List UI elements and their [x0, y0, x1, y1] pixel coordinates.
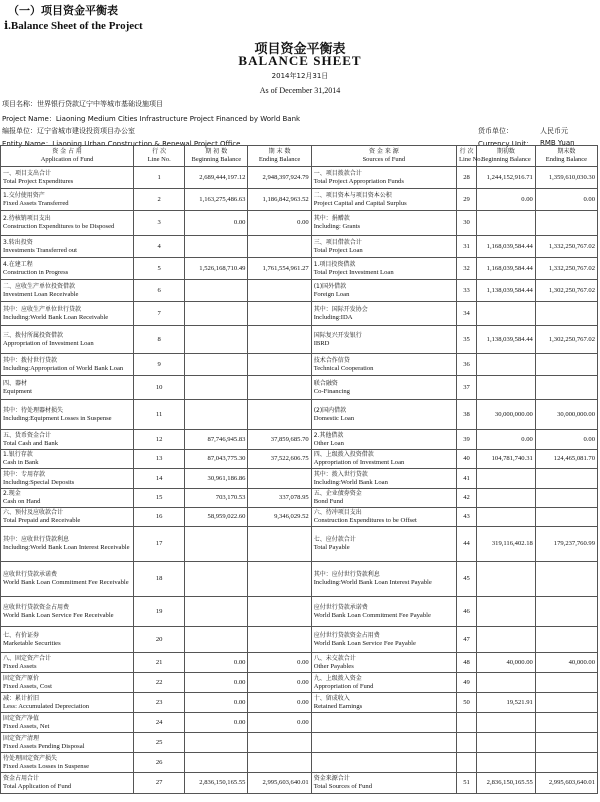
ending-balance-2: 0.00 — [535, 430, 597, 450]
beginning-balance: 2,836,150,165.55 — [185, 773, 248, 794]
application-item: 一、项目支出合计 Total Project Expenditures — [1, 167, 134, 189]
table-row — [1, 597, 598, 627]
ending-balance: 2,948,397,924.79 — [248, 167, 311, 189]
line-no: 12 — [134, 430, 185, 450]
ending-balance-2 — [535, 354, 597, 376]
line-no: 20 — [134, 627, 185, 653]
application-item: 2.现金 Cash on Hand — [1, 489, 134, 508]
table-row — [1, 280, 598, 302]
page-title-cn: 项目资金平衡表 — [254, 42, 346, 57]
beginning-balance-2 — [477, 508, 536, 527]
beginning-balance-2 — [477, 597, 536, 627]
application-item: 应收世行贷款资金占用费 World Bank Loan Service Fee Receivable — [1, 597, 134, 627]
ending-balance-2: 0.00 — [535, 189, 597, 211]
line-no: 11 — [134, 400, 185, 430]
line-no-2: 47 — [457, 627, 477, 653]
ending-balance — [248, 376, 311, 400]
ending-balance-2 — [535, 469, 597, 489]
ending-balance-2: 1,302,250,767.02 — [535, 326, 597, 354]
source-item: 四、上级拨入投资借款 Appropriation of Investment Loan — [311, 450, 456, 469]
beginning-balance: 0.00 — [185, 673, 248, 693]
source-item: 2.其他借款 Other Loan — [311, 430, 456, 450]
line-no-2: 44 — [457, 527, 477, 562]
ending-balance: 2,995,603,640.01 — [248, 773, 311, 794]
beginning-balance: 703,170.53 — [185, 489, 248, 508]
ending-balance: 0.00 — [248, 653, 311, 673]
beginning-balance — [185, 562, 248, 597]
beginning-balance-2: 319,116,402.18 — [477, 527, 536, 562]
col-sources: 资 金 来 源 Sources of Fund — [311, 146, 456, 167]
line-no-2: 45 — [457, 562, 477, 597]
beginning-balance — [185, 354, 248, 376]
beginning-balance-2 — [477, 354, 536, 376]
line-no: 10 — [134, 376, 185, 400]
ending-balance-2 — [535, 597, 597, 627]
application-item: 七、有价证券 Marketable Securities — [1, 627, 134, 653]
source-item: 其中：拨入世行贷款 Including:World Bank Loan — [311, 469, 456, 489]
ending-balance-2: 1,359,610,030.30 — [535, 167, 597, 189]
ending-balance: 37,522,606.75 — [248, 450, 311, 469]
table-row — [1, 773, 598, 794]
beginning-balance-2: 1,138,039,584.44 — [477, 326, 536, 354]
table-row — [1, 627, 598, 653]
ending-balance — [248, 469, 311, 489]
ending-balance — [248, 400, 311, 430]
table-row — [1, 713, 598, 733]
table-row — [1, 376, 598, 400]
source-item: 三、项目借款合计 Total Project Loan — [311, 236, 456, 258]
ending-balance: 0.00 — [248, 713, 311, 733]
beginning-balance-2 — [477, 469, 536, 489]
source-item: 二、项目资本与项目资本公积 Project Capital and Capital Surplus — [311, 189, 456, 211]
ending-balance — [248, 326, 311, 354]
currency-value-cn: 人民币元 — [540, 127, 568, 135]
line-no-2: 30 — [457, 211, 477, 236]
source-item: 1.项目投资借款 Total Project Investment Loan — [311, 258, 456, 280]
line-no: 9 — [134, 354, 185, 376]
application-item: 1.交付使用资产 Fixed Assets Transferred — [1, 189, 134, 211]
table-row — [1, 733, 598, 753]
source-item: (1)国外借款 Foreign Loan — [311, 280, 456, 302]
ending-balance-2: 1,302,250,767.02 — [535, 280, 597, 302]
beginning-balance-2: 40,000.00 — [477, 653, 536, 673]
source-item: 资金来源合计 Total Sources of Fund — [311, 773, 456, 794]
ending-balance-2: 124,465,081.70 — [535, 450, 597, 469]
line-no-2 — [457, 733, 477, 753]
line-no: 19 — [134, 597, 185, 627]
source-item: 一、项目拨款合计 Total Project Appropriation Funds — [311, 167, 456, 189]
line-no-2: 40 — [457, 450, 477, 469]
report-date-cn: 2014年12月31日 — [271, 72, 329, 80]
table-row — [1, 469, 598, 489]
ending-balance-2 — [535, 673, 597, 693]
beginning-balance: 0.00 — [185, 211, 248, 236]
beginning-balance — [185, 326, 248, 354]
source-item: 国际复兴开发银行 IBRD — [311, 326, 456, 354]
table-header-row — [1, 146, 598, 167]
ending-balance-2 — [535, 733, 597, 753]
beginning-balance-2: 19,521.91 — [477, 693, 536, 713]
ending-balance-2: 179,237,760.99 — [535, 527, 597, 562]
report-date-en: As of December 31,2014 — [259, 86, 341, 95]
beginning-balance-2 — [477, 376, 536, 400]
application-item: 固定资产清理 Fixed Assets Pending Disposal — [1, 733, 134, 753]
application-item: 八、固定资产合计 Fixed Assets — [1, 653, 134, 673]
application-item: 二、应收生产单位投资借款 Investment Loan Receivable — [1, 280, 134, 302]
beginning-balance: 87,746,945.83 — [185, 430, 248, 450]
table-row — [1, 450, 598, 469]
line-no-2: 38 — [457, 400, 477, 430]
line-no: 4 — [134, 236, 185, 258]
line-no: 17 — [134, 527, 185, 562]
col-line-no: 行 次 Line No. — [134, 146, 185, 167]
line-no-2: 43 — [457, 508, 477, 527]
line-no: 1 — [134, 167, 185, 189]
beginning-balance-2: 2,836,150,165.55 — [477, 773, 536, 794]
beginning-balance-2 — [477, 627, 536, 653]
line-no: 8 — [134, 326, 185, 354]
table-row — [1, 489, 598, 508]
application-item: 应收世行贷款承诺费 World Bank Loan Commitment Fee Receivable — [1, 562, 134, 597]
source-item — [311, 733, 456, 753]
table-row — [1, 562, 598, 597]
ending-balance: 1,761,554,961.27 — [248, 258, 311, 280]
ending-balance-2: 2,995,603,640.01 — [535, 773, 597, 794]
line-no: 25 — [134, 733, 185, 753]
application-item: 六、预付及应收款合计 Total Prepaid and Receivable — [1, 508, 134, 527]
line-no-2: 35 — [457, 326, 477, 354]
ending-balance — [248, 597, 311, 627]
beginning-balance — [185, 376, 248, 400]
line-no-2: 29 — [457, 189, 477, 211]
line-no: 27 — [134, 773, 185, 794]
line-no-2: 33 — [457, 280, 477, 302]
ending-balance-2 — [535, 376, 597, 400]
beginning-balance-2 — [477, 489, 536, 508]
beginning-balance-2: 0.00 — [477, 189, 536, 211]
section-heading: （一）项目资金平衡表 — [8, 4, 118, 17]
beginning-balance-2: 104,781,740.31 — [477, 450, 536, 469]
line-no: 16 — [134, 508, 185, 527]
line-no-2: 31 — [457, 236, 477, 258]
beginning-balance-2: 1,168,039,584.44 — [477, 236, 536, 258]
col-beginning-balance: 期 初 数 Beginning Balance — [185, 146, 248, 167]
table-row — [1, 430, 598, 450]
source-item: 五、企业债券资金 Bond Fund — [311, 489, 456, 508]
beginning-balance-2: 0.00 — [477, 430, 536, 450]
application-item: 2.待核销项目支出 Construction Expenditures to be Disposed — [1, 211, 134, 236]
beginning-balance-2: 1,168,039,584.44 — [477, 258, 536, 280]
table-row — [1, 189, 598, 211]
line-no-2: 37 — [457, 376, 477, 400]
ending-balance-2 — [535, 508, 597, 527]
col-line-no-2: 行 次 Line No. — [457, 146, 477, 167]
table-row — [1, 326, 598, 354]
table-row — [1, 354, 598, 376]
source-item: 应付世行贷款资金占用费 World Bank Loan Service Fee Payable — [311, 627, 456, 653]
source-item: 其中：国际开发协会 Including:IDA — [311, 302, 456, 326]
project-name-en: Project Name：Liaoning Medium Cities Infrastructure Project Financed by World Bank — [2, 115, 301, 123]
line-no-2: 48 — [457, 653, 477, 673]
table-row — [1, 673, 598, 693]
source-item: 七、应付款合计 Total Payable — [311, 527, 456, 562]
source-item — [311, 753, 456, 773]
table-row — [1, 753, 598, 773]
table-row — [1, 236, 598, 258]
beginning-balance — [185, 527, 248, 562]
beginning-balance: 0.00 — [185, 713, 248, 733]
line-no-2: 36 — [457, 354, 477, 376]
table-row — [1, 653, 598, 673]
application-item: 固定资产原价 Fixed Assets, Cost — [1, 673, 134, 693]
ending-balance-2 — [535, 753, 597, 773]
source-item: 技术合作信贷 Technical Cooperation — [311, 354, 456, 376]
beginning-balance: 0.00 — [185, 653, 248, 673]
beginning-balance — [185, 597, 248, 627]
beginning-balance — [185, 400, 248, 430]
line-no: 24 — [134, 713, 185, 733]
beginning-balance — [185, 733, 248, 753]
beginning-balance-2 — [477, 713, 536, 733]
project-name-cn: 项目名称：世界银行贷款辽宁中等城市基础设施项目 — [2, 100, 163, 108]
table-row — [1, 258, 598, 280]
application-item: 五、货币资金合计 Total Cash and Bank — [1, 430, 134, 450]
section-subheading: ⅰ.Balance Sheet of the Project — [4, 20, 143, 32]
beginning-balance: 87,043,775.30 — [185, 450, 248, 469]
beginning-balance-2 — [477, 211, 536, 236]
ending-balance: 1,186,842,963.52 — [248, 189, 311, 211]
ending-balance-2 — [535, 489, 597, 508]
col-ending-balance-2: 期末数 Ending Balance — [535, 146, 597, 167]
application-item: 其中：应收生产单位世行贷款 Including:World Bank Loan Receivable — [1, 302, 134, 326]
line-no-2: 51 — [457, 773, 477, 794]
beginning-balance: 58,959,022.60 — [185, 508, 248, 527]
source-item: 其中：应付世行贷款利息 Including:World Bank Loan Interest Payable — [311, 562, 456, 597]
table-row — [1, 302, 598, 326]
line-no: 2 — [134, 189, 185, 211]
ending-balance — [248, 627, 311, 653]
line-no-2: 39 — [457, 430, 477, 450]
line-no: 21 — [134, 653, 185, 673]
ending-balance — [248, 562, 311, 597]
ending-balance: 9,346,029.52 — [248, 508, 311, 527]
ending-balance-2: 1,332,250,767.02 — [535, 236, 597, 258]
source-item — [311, 713, 456, 733]
line-no: 26 — [134, 753, 185, 773]
ending-balance — [248, 527, 311, 562]
col-application: 资 金 占 用 Application of Fund — [1, 146, 134, 167]
ending-balance — [248, 354, 311, 376]
line-no-2: 46 — [457, 597, 477, 627]
table-row — [1, 400, 598, 430]
ending-balance — [248, 733, 311, 753]
beginning-balance-2: 30,000,000.00 — [477, 400, 536, 430]
table-row — [1, 693, 598, 713]
application-item: 减：累计折旧 Less: Accumulated Depreciation — [1, 693, 134, 713]
table-row — [1, 211, 598, 236]
beginning-balance-2 — [477, 673, 536, 693]
line-no: 6 — [134, 280, 185, 302]
entity-name-en: Entity Name：Liaoning Urban Construction & Renewal Project Office — [2, 140, 241, 148]
beginning-balance: 30,961,186.86 — [185, 469, 248, 489]
ending-balance-2 — [535, 562, 597, 597]
beginning-balance-2 — [477, 302, 536, 326]
col-beginning-balance-2: 期初数 Beginning Balance — [477, 146, 536, 167]
ending-balance-2: 1,332,250,767.02 — [535, 258, 597, 280]
ending-balance-2 — [535, 693, 597, 713]
source-item: 应付世行贷款承诺费 World Bank Loan Commitment Fee Payable — [311, 597, 456, 627]
table-row — [1, 167, 598, 189]
line-no-2: 34 — [457, 302, 477, 326]
page-title-en: BALANCE SHEET — [238, 53, 362, 68]
beginning-balance — [185, 280, 248, 302]
line-no-2: 32 — [457, 258, 477, 280]
beginning-balance: 2,689,444,197.12 — [185, 167, 248, 189]
application-item: 3.转出投资 Investments Transferred out — [1, 236, 134, 258]
beginning-balance-2: 1,138,039,584.44 — [477, 280, 536, 302]
ending-balance-2 — [535, 302, 597, 326]
line-no-2: 42 — [457, 489, 477, 508]
line-no: 3 — [134, 211, 185, 236]
line-no: 15 — [134, 489, 185, 508]
line-no-2: 49 — [457, 673, 477, 693]
line-no-2: 41 — [457, 469, 477, 489]
source-item: 九、上级拨入资金 Appropriation of Fund — [311, 673, 456, 693]
line-no-2 — [457, 753, 477, 773]
source-item: (2)国内借款 Domestic Loan — [311, 400, 456, 430]
beginning-balance-2 — [477, 753, 536, 773]
line-no: 23 — [134, 693, 185, 713]
application-item: 其中：待处理器材损失 Including:Equipment Losses in Suspense — [1, 400, 134, 430]
source-item: 联合融资 Co-Financing — [311, 376, 456, 400]
ending-balance — [248, 280, 311, 302]
table-row — [1, 508, 598, 527]
beginning-balance — [185, 627, 248, 653]
currency-label-en: Currency Unit： — [478, 140, 534, 148]
line-no: 5 — [134, 258, 185, 280]
beginning-balance — [185, 753, 248, 773]
source-item: 六、待冲项目支出 Construction Expenditures to be Offset — [311, 508, 456, 527]
ending-balance: 337,078.95 — [248, 489, 311, 508]
beginning-balance-2 — [477, 562, 536, 597]
application-item: 待处理固定资产损失 Fixed Assets Losses in Suspense — [1, 753, 134, 773]
ending-balance: 0.00 — [248, 693, 311, 713]
beginning-balance — [185, 302, 248, 326]
ending-balance — [248, 302, 311, 326]
source-item: 八、未交款合计 Other Payables — [311, 653, 456, 673]
currency-value-en: RMB Yuan — [540, 139, 575, 147]
application-item: 四、器材 Equipment — [1, 376, 134, 400]
ending-balance-2 — [535, 627, 597, 653]
line-no: 22 — [134, 673, 185, 693]
ending-balance-2 — [535, 713, 597, 733]
ending-balance: 0.00 — [248, 673, 311, 693]
line-no-2 — [457, 713, 477, 733]
application-item: 其中：专用存款 Including:Special Deposits — [1, 469, 134, 489]
col-ending-balance: 期 末 数 Ending Balance — [248, 146, 311, 167]
line-no: 13 — [134, 450, 185, 469]
beginning-balance-2: 1,244,152,916.71 — [477, 167, 536, 189]
currency-label-cn: 货币单位： — [478, 127, 513, 135]
ending-balance: 37,859,685.70 — [248, 430, 311, 450]
beginning-balance: 1,163,275,486.63 — [185, 189, 248, 211]
ending-balance: 0.00 — [248, 211, 311, 236]
line-no: 7 — [134, 302, 185, 326]
entity-name-cn: 编报单位：辽宁省城市建设投资项目办公室 — [2, 127, 135, 135]
line-no: 18 — [134, 562, 185, 597]
application-item: 三、拨付所属投资借款 Appropriation of Investment Loan — [1, 326, 134, 354]
application-item: 其中：应收世行贷款利息 Including:World Bank Loan Interest Receivable — [1, 527, 134, 562]
ending-balance — [248, 753, 311, 773]
line-no-2: 50 — [457, 693, 477, 713]
ending-balance-2 — [535, 211, 597, 236]
application-item: 其中：拨付世行贷款 Including:Appropriation of World Bank Loan — [1, 354, 134, 376]
table-row — [1, 527, 598, 562]
source-item: 十、留成收入 Retained Earnings — [311, 693, 456, 713]
source-item: 其中：捐赠款 Including: Grants — [311, 211, 456, 236]
application-item: 固定资产净值 Fixed Assets, Net — [1, 713, 134, 733]
ending-balance-2: 30,000,000.00 — [535, 400, 597, 430]
beginning-balance: 1,526,168,710.49 — [185, 258, 248, 280]
ending-balance-2: 40,000.00 — [535, 653, 597, 673]
application-item: 1.银行存款 Cash in Bank — [1, 450, 134, 469]
beginning-balance-2 — [477, 733, 536, 753]
balance-sheet-table — [0, 145, 598, 794]
line-no: 14 — [134, 469, 185, 489]
line-no-2: 28 — [457, 167, 477, 189]
application-item: 4.在建工程 Construction in Progress — [1, 258, 134, 280]
ending-balance — [248, 236, 311, 258]
beginning-balance — [185, 236, 248, 258]
beginning-balance: 0.00 — [185, 693, 248, 713]
application-item: 资金占用合计 Total Application of Fund — [1, 773, 134, 794]
